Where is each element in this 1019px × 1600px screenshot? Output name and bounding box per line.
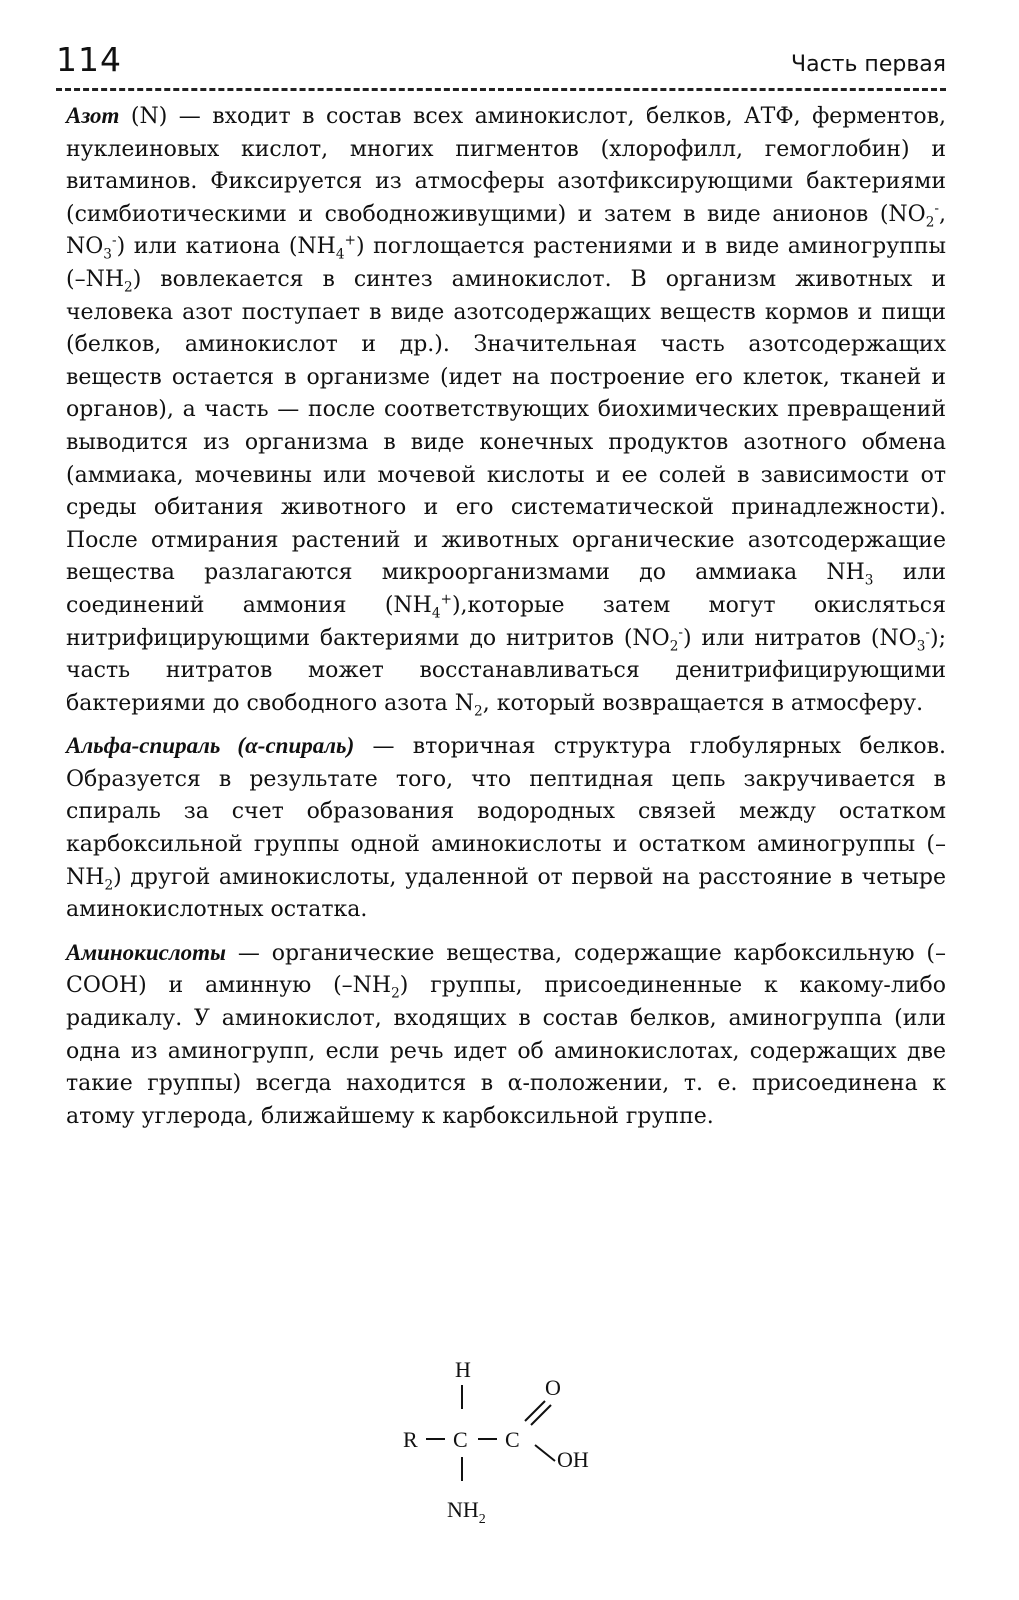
page-header: [56, 40, 946, 90]
superscript: -: [678, 624, 683, 641]
entry-term: Азот: [66, 103, 120, 128]
entry-nitrogen: [66, 100, 946, 720]
subscript: 2: [124, 279, 133, 296]
subscript: 2: [104, 877, 114, 894]
superscript: -: [111, 233, 117, 250]
entry-text: — вторичная структура глобулярных белков. Образуется в результате того, что пептидная цепь закручивается в спираль за счет образования водородных связей между остатком карбоксильной группы одной аминокислоты и остатком аминогруппы (–NH: [66, 734, 946, 890]
subscript: 4: [335, 246, 345, 263]
group-nh-label: NH: [447, 1497, 479, 1522]
bond-c-oh: [535, 1445, 555, 1461]
superscript: -: [925, 624, 931, 641]
entry-term: Аминокислоты: [66, 939, 226, 965]
superscript: +: [440, 591, 452, 608]
header-divider: [56, 88, 946, 91]
entry-text: ) группы, присоединенные к какому-либо радикалу. У аминокислот, входящих в состав белков, аминогруппа (или одна из аминогрупп, если речь идет об аминокислотах, содержащих две такие группы) всегда находится в α-положении, т. е. присоединена к атому углерода, ближайшему к карбоксильной группе.: [66, 973, 946, 1129]
glossary-content: [66, 100, 946, 1143]
bond-c-o-double-1: [525, 1401, 545, 1421]
subscript: 4: [431, 605, 441, 622]
atom-c-carboxyl: C: [505, 1427, 520, 1452]
entry-text: ) или катиона (NH: [116, 234, 336, 260]
subscript: 2: [474, 703, 483, 720]
atom-c-alpha: C: [453, 1427, 468, 1452]
bond-c-o-double-2: [531, 1405, 551, 1425]
subscript: 2: [391, 985, 400, 1002]
entry-text: ); часть нитратов может восстанавливаться денитрифицирующими бактериями до свободного азота N: [66, 625, 947, 716]
entry-term: Альфа-спираль (α-спираль): [66, 733, 355, 759]
subscript: 3: [916, 637, 926, 654]
atom-o: O: [545, 1375, 561, 1400]
entry-amino-acids: [66, 937, 946, 1134]
group-nh2: [447, 1497, 486, 1527]
section-title: Часть первая: [791, 52, 946, 77]
amino-acid-structural-formula: [395, 1355, 655, 1555]
entry-text: , который возвращается в атмосферу.: [482, 690, 924, 716]
subscript: 3: [864, 572, 874, 589]
entry-text: ) поглощается растениями и в виде аминогруппы (–NH: [66, 234, 946, 292]
entry-text: или соединений аммония (NH: [66, 560, 946, 618]
entry-alpha-helix: [66, 730, 946, 927]
superscript: -: [934, 200, 939, 217]
superscript: +: [344, 233, 356, 250]
entry-text: ) другой аминокислоты, удаленной от первой на расстояние в четыре аминокислотных остатка.: [66, 864, 946, 923]
atom-r: R: [403, 1427, 418, 1452]
atom-h: H: [455, 1357, 471, 1382]
subscript: 2: [669, 637, 679, 654]
formula-diagram: [395, 1355, 655, 1555]
entry-text: , NO: [66, 201, 946, 260]
entry-text: ) или нитратов (NO: [683, 625, 917, 651]
entry-text: (N) — входит в состав всех аминокислот, белков, АТФ, ферментов, нуклеиновых кислот, многих пигментов (хлорофилл, гемоглобин) и витаминов. Фиксируется из атмосферы азотфиксирующими бактериями (симбиотическими и свободноживущими) и затем в виде анионов (NO: [66, 104, 946, 227]
group-oh: OH: [557, 1447, 589, 1472]
group-nh-subscript: 2: [478, 1512, 486, 1527]
page-number: 114: [56, 40, 122, 79]
subscript: 3: [103, 246, 112, 263]
entry-text: ) вовлекается в синтез аминокислот. В организм животных и человека азот поступает в виде азотсодержащих веществ кормов и пищи (белков, аминокислот и др.). Значительная часть азотсодержащих веществ остается в организме (идет на построение его клеток, тканей и органов), а часть — после соответствующих биохимических превращений выводится из организма в виде конечных продуктов азотного обмена (аммиака, мочевины или мочевой кислоты и ее солей в зависимости от среды обитания животного и его систематической принадлежности). После отмирания растений и животных органические азотсодержащие вещества разлагаются микроорганизмами до аммиака NH: [66, 266, 946, 586]
entry-text: ),которые затем могут окисляться нитрифицирующими бактериями до нитритов (NO: [66, 592, 947, 651]
subscript: 2: [925, 214, 935, 231]
entry-text: — органические вещества, содержащие карбоксильную (–COOH) и аминную (–NH: [66, 940, 946, 999]
